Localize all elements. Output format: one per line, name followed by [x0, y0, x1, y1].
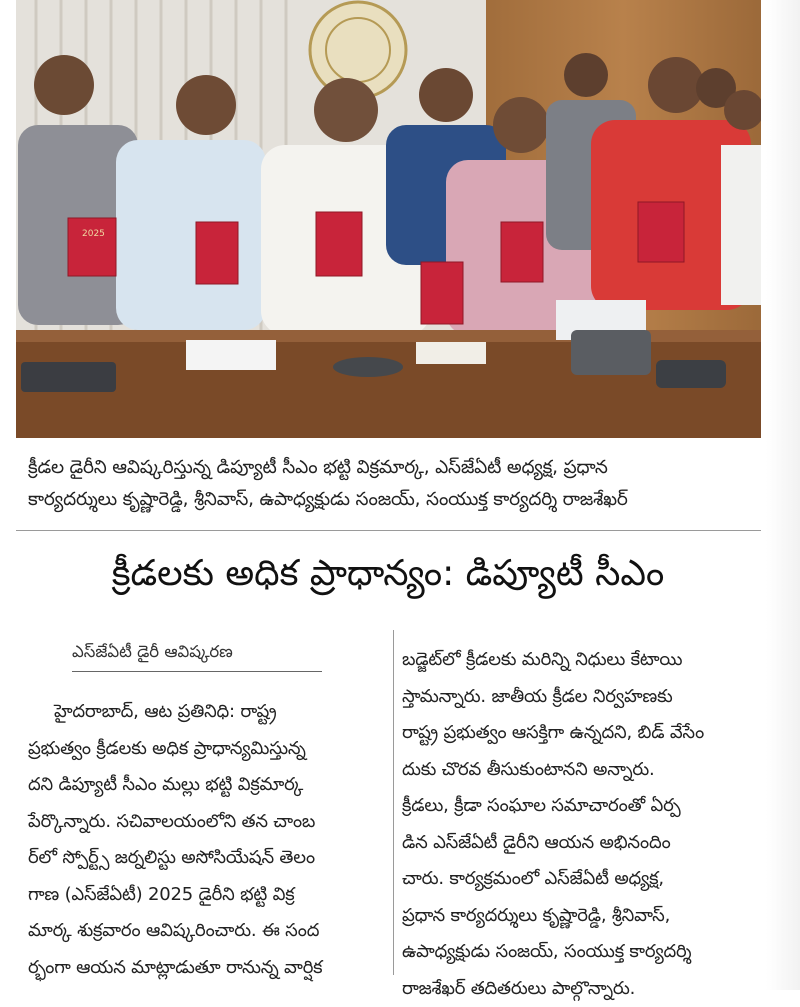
column-right-line: రాజశేఖర్ తదితరులు పాల్గొన్నారు.	[402, 971, 758, 1007]
column-left-line: ప్రభుత్వం క్రీడలకు అధిక ప్రాధాన్యమిస్తున్న	[28, 731, 383, 768]
diary-year-text: 2025	[82, 229, 105, 239]
column-right-line: ప్రధాన కార్యదర్శులు కృష్ణారెడ్డి, శ్రీనివాస్,	[402, 898, 758, 935]
column-right-line: చారు. కార్యక్రమంలో ఎస్‌జేఏటీ అధ్యక్ష,	[402, 861, 758, 898]
column-right-line: స్తామన్నారు. జాతీయ క్రీడల నిర్వహణకు	[402, 679, 758, 716]
column-left-line: ర్‌లో స్పోర్ట్స్ జర్నలిస్టు అసోసియేషన్ తెలం	[28, 840, 383, 877]
column-left-line: పేర్కొన్నారు. సచివాలయంలోని తన చాంబ	[28, 804, 383, 841]
photo-caption	[28, 452, 758, 516]
article-subhead: ఎస్‌జేఏటీ డైరీ ఆవిష్కరణ	[72, 642, 322, 672]
article-column-right	[402, 642, 758, 1007]
column-right-line: బడ్జెట్‌లో క్రీడలకు మరిన్ని నిధులు కేటాయి	[402, 642, 758, 679]
article-headline: క్రీడలకు అధిక ప్రాధాన్యం: డిప్యూటీ సీఎం	[18, 552, 758, 596]
caption-line-1: క్రీడల డైరీని ఆవిష్కరిస్తున్న డిప్యూటీ సీఎం భట్టి విక్రమార్క, ఎస్‌జేఏటీ అధ్యక్ష, ప్రధాన	[28, 452, 758, 484]
column-left-line: గాణ (ఎస్‌జేఏటీ) 2025 డైరీని భట్టి విక్ర	[28, 877, 383, 914]
column-left-line: హైదరాబాద్, ఆట ప్రతినిధి: రాష్ట్ర	[28, 694, 383, 731]
news-photo	[16, 0, 761, 438]
page-edge	[766, 0, 800, 990]
column-right-line: దుకు చొరవ తీసుకుంటానని అన్నారు.	[402, 752, 758, 789]
column-divider	[393, 630, 394, 975]
column-right-line: డిన ఎస్‌జేఏటీ డైరీని ఆయన అభినందిం	[402, 825, 758, 862]
caption-divider	[16, 530, 761, 531]
column-right-line: క్రీడలు, క్రీడా సంఘాల సమాచారంతో ఏర్ప	[402, 788, 758, 825]
article-column-left	[28, 694, 383, 986]
column-left-line: దని డిప్యూటీ సీఎం మల్లు భట్టి విక్రమార్క	[28, 767, 383, 804]
caption-line-2: కార్యదర్శులు కృష్ణారెడ్డి, శ్రీనివాస్, ఉపాధ్యక్షుడు సంజయ్, సంయుక్త కార్యదర్శి రాజశేఖర్	[28, 484, 758, 516]
column-right-line: రాష్ట్ర ప్రభుత్వం ఆసక్తిగా ఉన్నదని, బిడ్ వేసేం	[402, 715, 758, 752]
column-right-line: ఉపాధ్యక్షుడు సంజయ్, సంయుక్త కార్యదర్శి	[402, 934, 758, 971]
column-left-line: ర్భంగా ఆయన మాట్లాడుతూ రానున్న వార్షిక	[28, 950, 383, 987]
column-left-line: మార్క శుక్రవారం ఆవిష్కరించారు. ఈ సంద	[28, 913, 383, 950]
